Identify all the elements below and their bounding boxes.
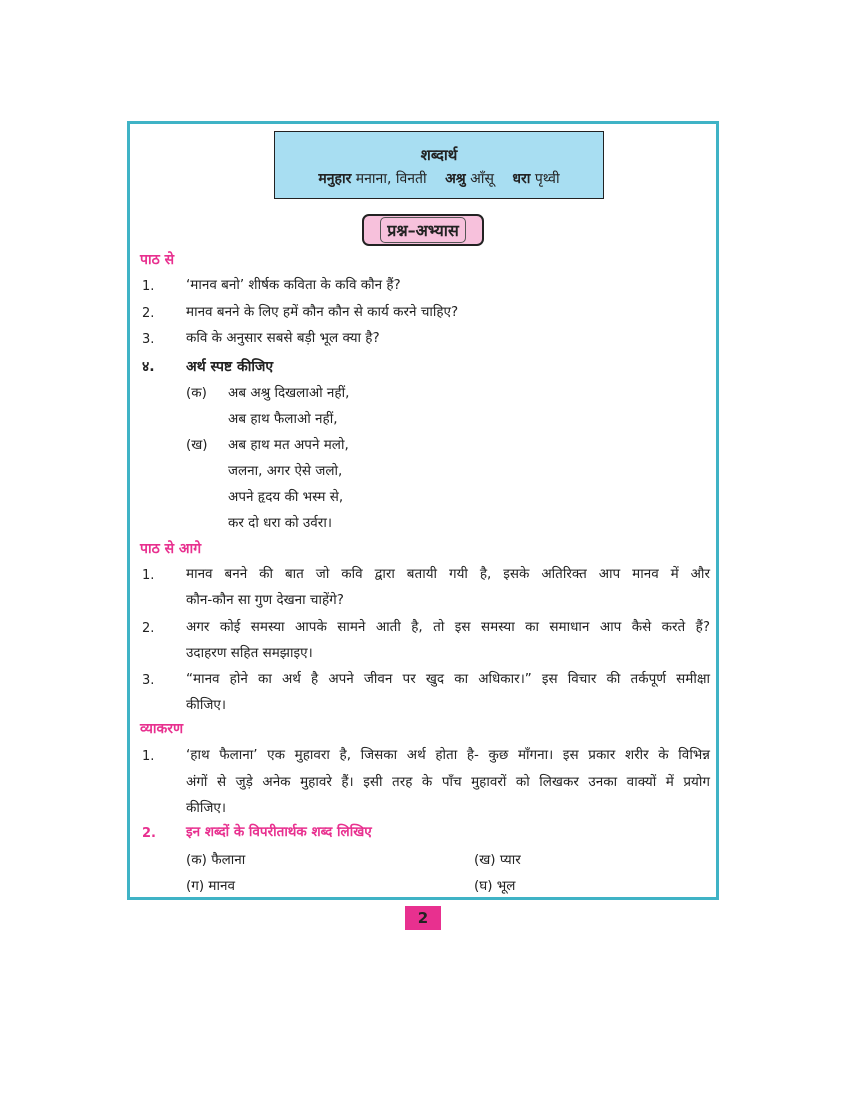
question-text: ‘मानव बनो’ शीर्षक कविता के कवि कौन हैं?: [186, 277, 401, 293]
question-text: कवि के अनुसार सबसे बड़ी भूल क्या है?: [186, 330, 380, 346]
verse-line: अब हाथ मत अपने मलो,: [228, 437, 349, 453]
section-heading: पाठ से: [140, 252, 175, 268]
question-number: 3.: [142, 332, 155, 347]
verse-line: कर दो धरा को उर्वरा।: [228, 515, 332, 531]
question-number: 2.: [142, 306, 155, 321]
verse-line: अब हाथ फैलाओ नहीं,: [228, 411, 338, 427]
question-number: 1.: [142, 568, 155, 583]
sub-label: (ख): [186, 437, 208, 453]
question-text: इन शब्दों के विपरीतार्थक शब्द लिखिए: [186, 824, 372, 840]
option-item: (ग) मानव: [186, 878, 235, 894]
exercise-title-box: [362, 214, 484, 246]
question-text-line: कौन-कौन सा गुण देखना चाहेंगे?: [186, 592, 344, 608]
glossary-word: मनुहार: [318, 171, 352, 187]
question-text-line: अंगों से जुड़े अनेक मुहावरे हैं। इसी तरह के पाँच मुहावरों को लिखकर उनका वाक्यों में प्रयोग: [186, 774, 710, 790]
question-number: 2.: [142, 621, 155, 636]
option-item: (घ) भूल: [474, 878, 516, 894]
option-item: (क) फैलाना: [186, 852, 246, 868]
question-text-line: उदाहरण सहित समझाइए।: [186, 645, 313, 661]
glossary-word: अश्रु: [445, 171, 466, 187]
question-text: मानव बनने के लिए हमें कौन कौन से कार्य करने चाहिए?: [186, 304, 459, 320]
question-text-line: “मानव होने का अर्थ है अपने जीवन पर खुद का अधिकार।” इस विचार की तर्कपूर्ण समीक्षा: [186, 671, 710, 687]
verse-line: अपने हृदय की भस्म से,: [228, 489, 344, 505]
exercise-title: प्रश्न–अभ्यास: [380, 217, 466, 243]
question-text-line: अगर कोई समस्या आपके सामने आती है, तो इस समस्या का समाधान आप कैसे करते हैं?: [186, 619, 710, 635]
question-number: 3.: [142, 673, 155, 688]
question-text-line: ‘हाथ फैलाना’ एक मुहावरा है, जिसका अर्थ होता है- कुछ माँगना। इस प्रकार शरीर के विभिन्न: [186, 747, 710, 763]
question-text-line: मानव बनने की बात जो कवि द्वारा बतायी गयी है, इसके अतिरिक्त आप मानव में और: [186, 566, 710, 582]
glossary-meaning: पृथ्वी: [534, 171, 560, 187]
sub-label: (क): [186, 385, 207, 401]
question-number: 1.: [142, 279, 155, 294]
question-number: 1.: [142, 749, 155, 764]
page-number: 2: [405, 906, 441, 930]
glossary-title: शब्दार्थ: [420, 146, 458, 164]
option-item: (ख) प्यार: [474, 852, 521, 868]
verse-line: अब अश्रु दिखलाओ नहीं,: [228, 385, 350, 401]
glossary-meaning: मनाना, विनती: [355, 171, 427, 187]
section-heading: पाठ से आगे: [140, 541, 202, 557]
section-heading: व्याकरण: [140, 721, 184, 737]
glossary-box: [274, 131, 604, 199]
question-number: ४.: [142, 359, 155, 375]
question-text: अर्थ स्पष्ट कीजिए: [186, 359, 274, 375]
glossary-word: धरा: [512, 171, 531, 187]
verse-line: जलना, अगर ऐसे जलो,: [228, 463, 343, 479]
question-text-line: कीजिए।: [186, 697, 226, 713]
glossary-entries: [275, 169, 603, 189]
question-number: 2.: [142, 826, 156, 841]
question-text-line: कीजिए।: [186, 800, 226, 816]
glossary-meaning: आँसू: [470, 171, 494, 187]
